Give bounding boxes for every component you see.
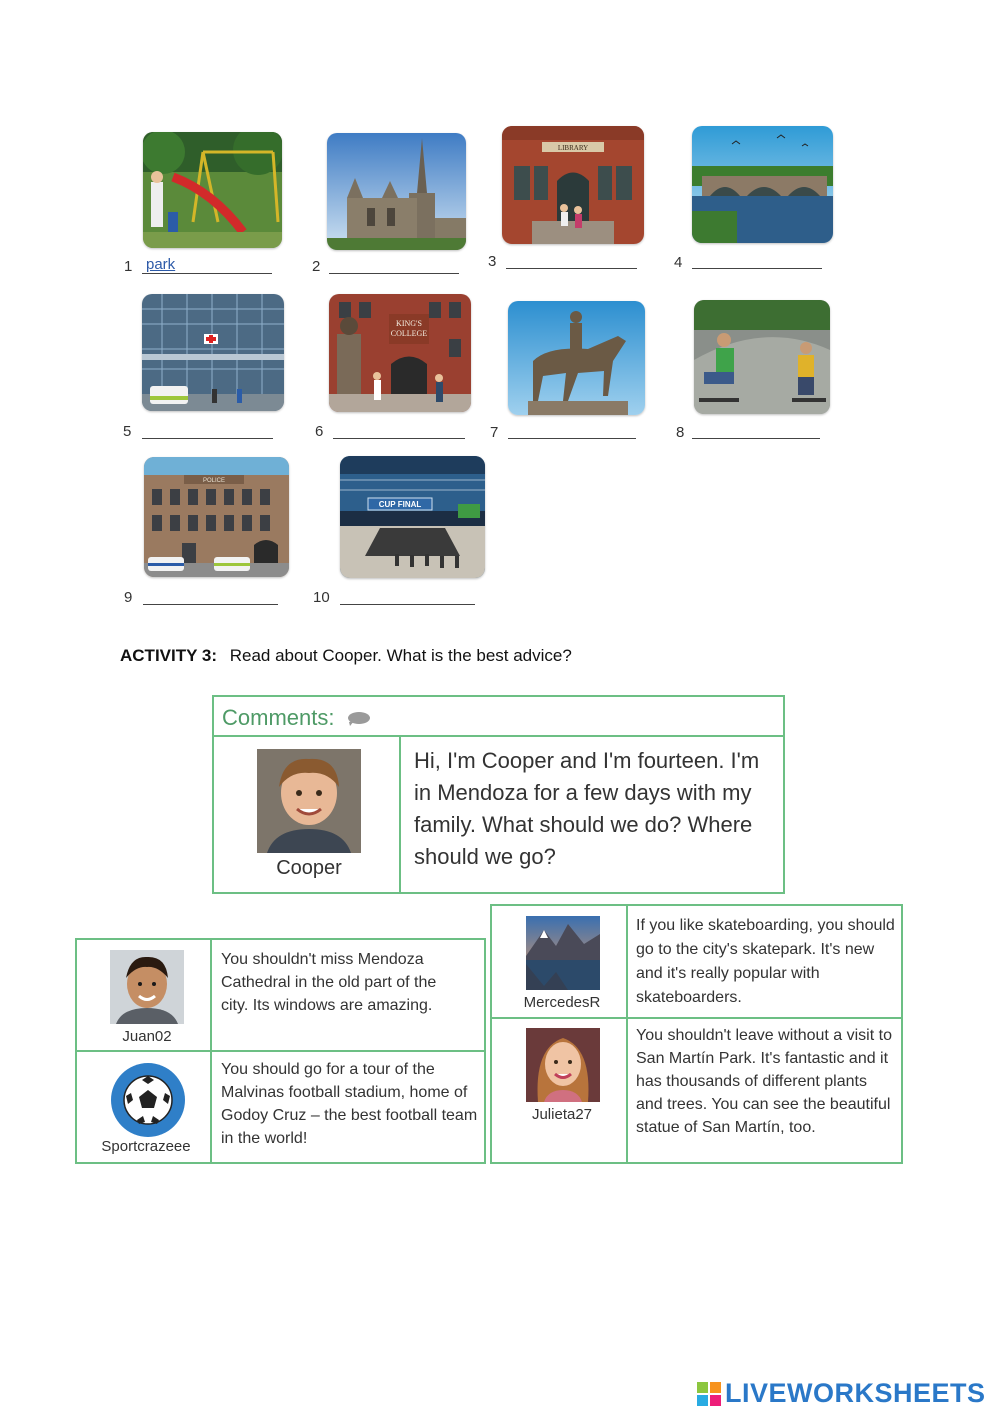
right-row-divider: [492, 1017, 901, 1019]
item-number-8: 8: [676, 424, 685, 441]
stadium-sign: CUP FINAL: [378, 500, 422, 509]
item-number-10: 10: [313, 589, 330, 606]
header-divider: [214, 735, 783, 737]
college-sign-line1: KING'S: [396, 319, 422, 328]
avatar-juan02: [110, 950, 184, 1024]
username-cooper: Cooper: [276, 857, 342, 879]
activity-label: ACTIVITY 3:: [120, 646, 217, 665]
answer-8[interactable]: [692, 422, 820, 439]
answer-4[interactable]: [692, 252, 822, 269]
comments-header: [222, 705, 371, 731]
item-number-5: 5: [123, 423, 132, 440]
item-number-3: 3: [488, 253, 497, 270]
avatar-cooper: [257, 749, 361, 853]
item-number-1: 1: [124, 258, 133, 275]
username-julieta27: Julieta27: [531, 1106, 593, 1123]
replies-right-box: [490, 904, 903, 1164]
comment-text-mercedesr: If you like skateboarding, you should go to the city's skatepark. It's new and it's really popular with skateboarders.: [636, 917, 895, 1006]
comment-text-julieta27: You shouldn't leave without a visit to San Martín Park. It's fantastic and it has thousands of different plants and trees. You can see the beautiful statue of San Martín, too.: [636, 1027, 892, 1136]
answer-7[interactable]: [508, 422, 636, 439]
activity-text: Read about Cooper. What is the best advice?: [229, 646, 572, 665]
police-sign: POLICE: [202, 478, 226, 484]
answer-2[interactable]: [329, 257, 459, 274]
activity-instruction: [120, 646, 572, 666]
comments-box: [212, 695, 785, 894]
answer-5[interactable]: [142, 422, 273, 439]
answer-3[interactable]: [506, 252, 637, 269]
liveworksheets-logo-icon: [697, 1382, 721, 1406]
item-number-7: 7: [490, 424, 499, 441]
avatar-mercedesr: [526, 916, 600, 990]
item-number-2: 2: [312, 258, 321, 275]
answer-1[interactable]: park: [142, 257, 272, 274]
picture-stadium: [340, 456, 485, 578]
item-number-4: 4: [674, 254, 683, 271]
username-juan02: Juan02: [122, 1028, 172, 1045]
right-column-divider: [626, 906, 628, 1162]
picture-college: [329, 294, 471, 412]
picture-library: [502, 126, 644, 244]
avatar-julieta27: [526, 1028, 600, 1102]
comment-text-cooper: Hi, I'm Cooper and I'm fourteen. I'm in Mendoza for a few days with my family. What should we do? Where should we go?: [414, 748, 760, 869]
picture-skatepark: [694, 300, 830, 414]
picture-hospital: [142, 294, 284, 411]
answer-10[interactable]: [340, 588, 475, 605]
left-row-divider: [77, 1050, 484, 1052]
username-sportcrazeee: Sportcrazeee: [101, 1138, 191, 1155]
replies-left-box: [75, 938, 486, 1164]
answer-6[interactable]: [333, 422, 465, 439]
picture-bridge: [692, 126, 833, 243]
college-sign-line2: COLLEGE: [390, 329, 428, 338]
football-icon: [110, 1062, 186, 1138]
liveworksheets-logo[interactable]: [697, 1378, 986, 1409]
logo-text: LIVEWORKSHEETS: [725, 1378, 986, 1408]
picture-statue: [508, 301, 645, 415]
picture-park: [143, 132, 282, 248]
item-number-6: 6: [315, 423, 324, 440]
speech-bubble-icon: [345, 712, 371, 726]
answer-9[interactable]: [143, 588, 278, 605]
comment-text-sportcrazeee: You should go for a tour of the Malvinas football stadium, home of Godoy Cruz – the best football team in the world!: [221, 1061, 478, 1147]
username-mercedesr: MercedesR: [523, 994, 601, 1011]
comment-text-juan02: You shouldn't miss Mendoza Cathedral in the old part of the city. Its windows are amazing.: [221, 951, 437, 1014]
column-divider: [399, 737, 401, 892]
item-number-9: 9: [124, 589, 133, 606]
picture-police-station: [144, 457, 289, 577]
library-sign: LIBRARY: [557, 144, 589, 152]
comments-header-label: Comments:: [222, 705, 335, 730]
picture-cathedral: [327, 133, 466, 250]
